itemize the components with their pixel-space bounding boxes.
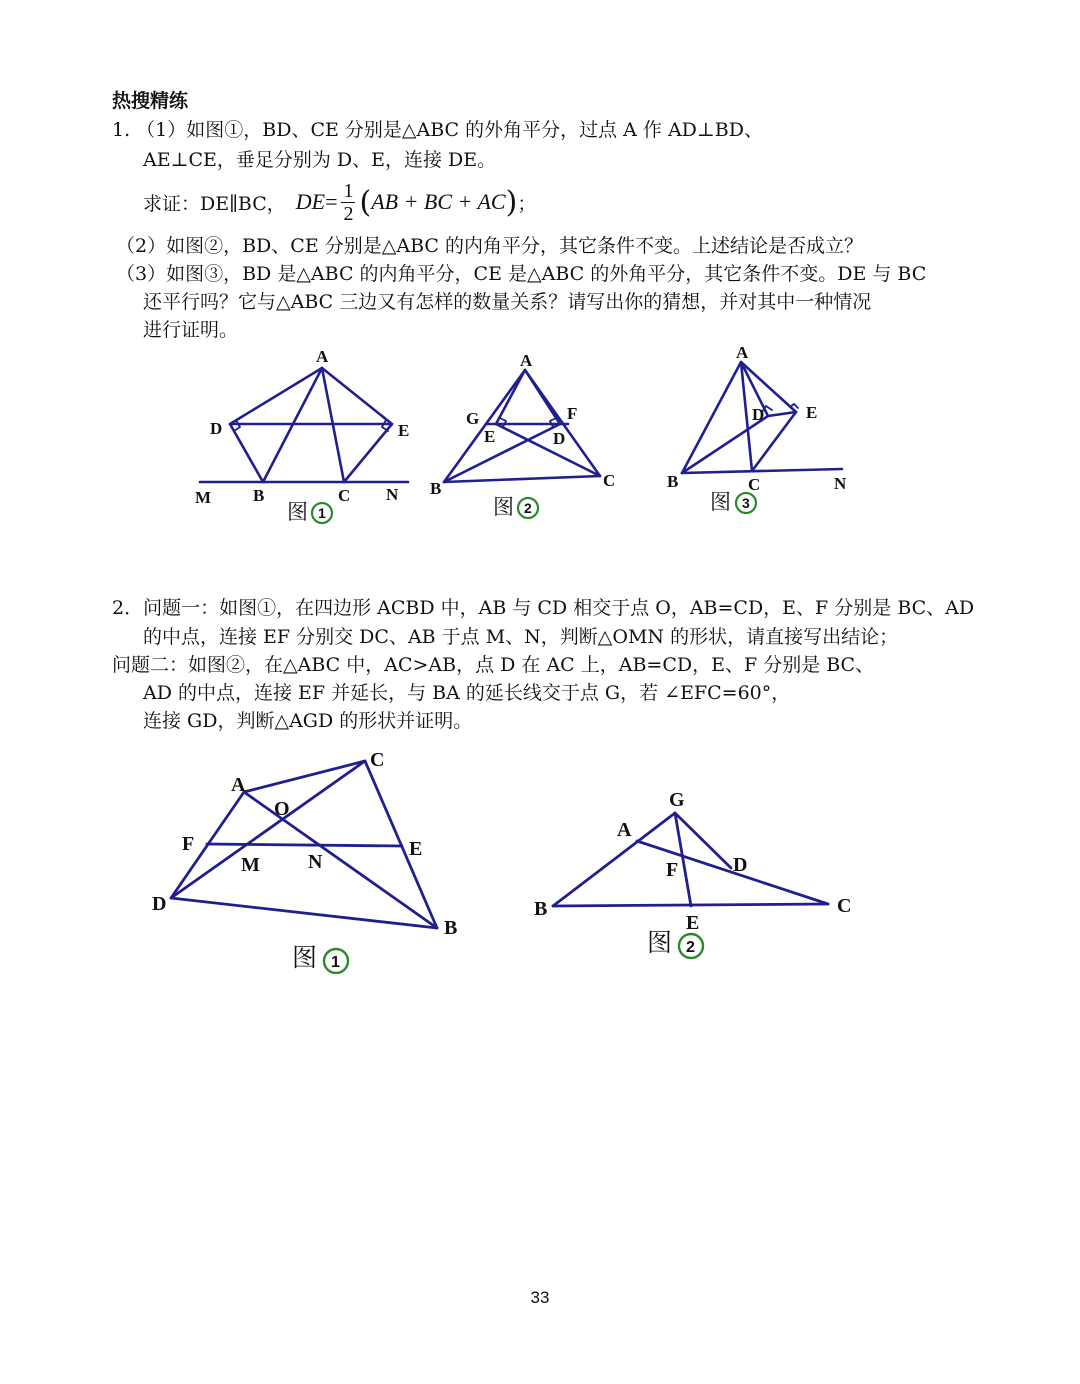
fig3-line-bn [682, 469, 842, 473]
q2-line1: 2．问题一：如图①，在四边形 ACBD 中，AB 与 CD 相交于点 O，AB=CD，E、F 分别是 BC、AD [112, 597, 975, 619]
fig1-label-b: B [253, 486, 265, 505]
fig2-label-e: E [484, 427, 496, 446]
q1-part3-line3: 进行证明。 [143, 319, 239, 341]
q1-part3-line2: 还平行吗？它与△ABC 三边又有怎样的数量关系？请写出你的猜想，并对其中一种情况 [143, 291, 872, 313]
fig1-label-m: M [195, 488, 212, 507]
fig1-caption: 图 [287, 500, 308, 524]
fig4-label-d: D [152, 893, 167, 915]
fraction-denominator: 2 [343, 202, 354, 225]
fig2-label-b: B [430, 479, 442, 498]
q2-line5: 连接 GD，判断△AGD 的形状并证明。 [143, 710, 473, 732]
fig5-label-a: A [617, 819, 632, 841]
fig3-seg-bd [682, 416, 768, 473]
fig2-label-a: A [520, 351, 533, 370]
figure-5 [553, 813, 828, 906]
fig1-label-n: N [386, 485, 399, 504]
fig2-label-d: D [553, 429, 566, 448]
fig4-label-n: N [308, 851, 323, 873]
fig5-label-g: G [669, 789, 685, 811]
fig5-label-b: B [534, 898, 548, 920]
formula-eq: = [325, 189, 338, 214]
fig3-caption: 图 [710, 490, 731, 514]
proof-prefix: 求证：DE∥BC， [143, 192, 286, 215]
fig2-label-c: C [603, 471, 616, 490]
formula-lhs: DE [295, 189, 326, 214]
fig5-label-d: D [733, 854, 748, 876]
fig5-caption-number: 2 [686, 939, 695, 956]
fig4-label-o: O [274, 798, 290, 820]
q1-part2: （2）如图②，BD、CE 分别是△ABC 的内角平分，其它条件不变。上述结论是否成立？ [116, 235, 863, 257]
fig3-seg-ae [741, 362, 796, 412]
fig3-label-d: D [752, 405, 765, 424]
fig1-label-d: D [210, 419, 223, 438]
fig3-label-c: C [748, 475, 761, 494]
fig5-label-e: E [686, 912, 700, 934]
figure-4 [171, 761, 437, 928]
fig2-caption: 图 [493, 495, 514, 519]
fig3-caption-number: 3 [742, 495, 750, 511]
fig3-label-b: B [667, 472, 679, 491]
fig4-label-f: F [182, 833, 195, 855]
figure-1 [200, 368, 408, 482]
fig4-caption-number: 1 [331, 954, 340, 971]
fig5-label-f: F [666, 859, 679, 881]
paren-right: ) [505, 184, 518, 220]
formula-inner: AB + BC + AC [371, 189, 506, 214]
fig3-seg-ab [682, 362, 741, 473]
fig4-label-a: A [231, 774, 246, 796]
q2-line4: AD 的中点，连接 EF 并延长，与 BA 的延长线交于点 G，若 ∠EFC=60°， [143, 682, 791, 704]
fig3-label-n: N [834, 474, 847, 493]
fig1-seg-db [230, 424, 263, 482]
fig2-seg-ce [496, 424, 600, 476]
fig1-label-e: E [398, 421, 410, 440]
q2-line3: 问题二：如图②，在△ABC 中，AC>AB，点 D 在 AC 上，AB=CD，E、F 分别是 BC、 [112, 654, 875, 676]
q2-line2: 的中点，连接 EF 分别交 DC、AB 于点 M、N，判断△OMN 的形状，请直接写出结论； [143, 626, 899, 648]
fig2-label-f: F [567, 404, 578, 423]
fig3-seg-de [768, 412, 796, 416]
fig4-label-e: E [409, 838, 423, 860]
section-title: 热搜精练 [112, 90, 189, 112]
paren-left: ( [359, 184, 372, 220]
fig2-seg-ab [444, 370, 525, 482]
formula-tail: ； [517, 192, 537, 215]
fig4-seg-db [171, 898, 437, 928]
fig4-label-m: M [241, 854, 260, 876]
fig4-caption: 图 [292, 943, 318, 972]
fig1-seg-ec [344, 424, 392, 482]
fig4-seg-fe [207, 844, 402, 846]
fig1-label-c: C [338, 486, 351, 505]
fig2-seg-bc [444, 476, 600, 482]
q1-line1: 1. （1）如图①，BD、CE 分别是△ABC 的外角平分，过点 A 作 AD⊥BD、 [112, 119, 763, 141]
page-number: 33 [530, 1288, 550, 1307]
q1-line2: AE⊥CE，垂足分别为 D、E，连接 DE。 [143, 149, 497, 171]
fig4-seg-cd [171, 761, 365, 898]
fig5-label-c: C [837, 895, 852, 917]
fig1-caption-number: 1 [318, 505, 326, 521]
fig4-seg-ac [244, 761, 365, 792]
fig3-label-a: A [736, 343, 749, 362]
fig4-label-b: B [444, 917, 458, 939]
fig4-label-c: C [370, 749, 385, 771]
fig2-seg-ad [525, 370, 560, 424]
fig2-seg-ae [496, 370, 525, 424]
q1-part3-line1: （3）如图③，BD 是△ABC 的内角平分，CE 是△ABC 的外角平分，其它条件不变。DE 与 BC [116, 263, 927, 285]
fig3-label-e: E [806, 403, 818, 422]
fraction-numerator: 1 [343, 179, 354, 202]
fig2-caption-number: 2 [524, 500, 532, 516]
fig2-seg-bd [444, 424, 560, 482]
fig2-label-g: G [466, 409, 480, 428]
fig5-seg-bg [553, 813, 675, 906]
fig1-label-a: A [316, 347, 329, 366]
fig5-caption: 图 [647, 928, 673, 957]
